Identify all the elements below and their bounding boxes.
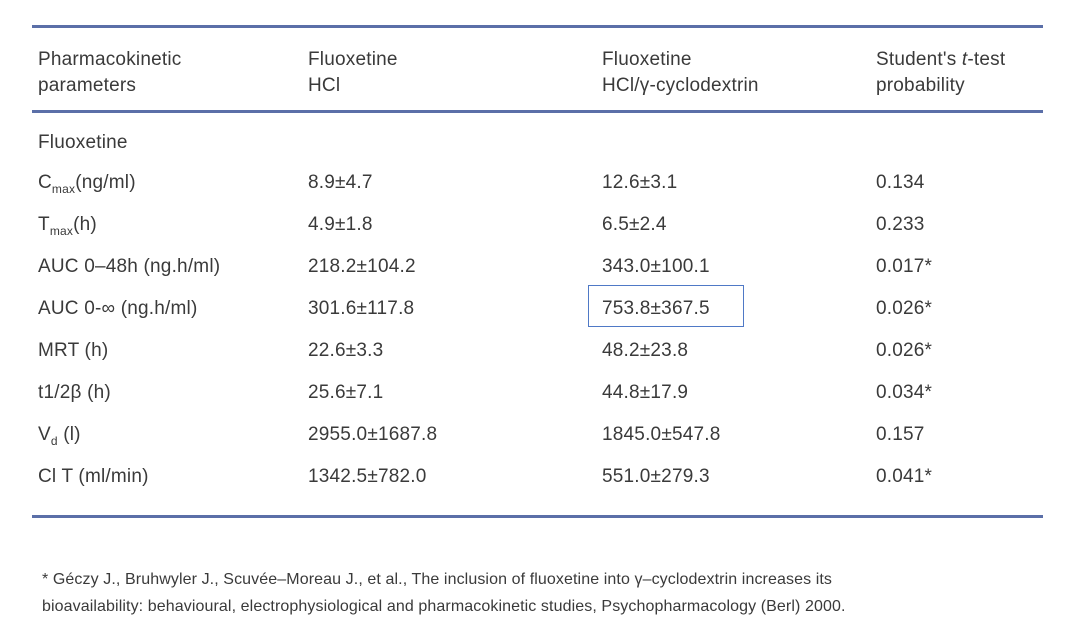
footnote-line1: * Géczy J., Bruhwyler J., Scuvée–Moreau J., et al., The inclusion of fluoxetine into γ–cyclodextrin increases its [42, 571, 833, 588]
header-parameters-line1: Pharmacokinetic [38, 49, 182, 70]
footnote-line2: bioavailability: behavioural, electrophysiological and pharmacokinetic studies, Psychopharmacology (Berl) 2000. [42, 598, 846, 615]
row-ttest-probability: 0.157 [876, 424, 925, 445]
table-header-rule [32, 110, 1043, 113]
header-fluoxetine-hcl-line2: HCl [308, 75, 341, 96]
footnote [42, 566, 1052, 620]
row-fluoxetine-cyclodextrin: 44.8±17.9 [602, 382, 689, 403]
row-parameter: t1/2β (h) [38, 382, 111, 403]
row-fluoxetine-hcl: 8.9±4.7 [308, 172, 373, 193]
row-fluoxetine-cyclodextrin: 6.5±2.4 [602, 214, 667, 235]
section-label: Fluoxetine [38, 132, 128, 153]
row-parameter: $C_{max}(ng/ml)$ [38, 172, 136, 196]
row-ttest-probability: 0.017* [876, 256, 933, 277]
header-ttest-line2: probability [876, 75, 965, 96]
row-fluoxetine-hcl: 301.6±117.8 [308, 298, 415, 319]
row-fluoxetine-hcl: 4.9±1.8 [308, 214, 373, 235]
row-ttest-probability: 0.026* [876, 298, 933, 319]
row-fluoxetine-cyclodextrin: 1845.0±547.8 [602, 424, 721, 445]
table-bottom-rule [32, 515, 1043, 518]
row-parameter: $V_d$ (l) [38, 424, 81, 448]
header-fluoxetine-cyclodextrin-line1: Fluoxetine [602, 49, 692, 70]
header-fluoxetine-cyclodextrin [602, 47, 759, 99]
row-ttest-probability: 0.034* [876, 382, 933, 403]
row-ttest-probability: 0.233 [876, 214, 925, 235]
row-fluoxetine-hcl: 2955.0±1687.8 [308, 424, 438, 445]
row-fluoxetine-hcl: 22.6±3.3 [308, 340, 384, 361]
row-fluoxetine-cyclodextrin: 12.6±3.1 [602, 172, 678, 193]
row-ttest-probability: 0.134 [876, 172, 925, 193]
highlight-box [588, 285, 744, 327]
row-ttest-probability: 0.026* [876, 340, 933, 361]
row-parameter: AUC 0–48h (ng.h/ml) [38, 256, 221, 277]
header-fluoxetine-cyclodextrin-line2: HCl/γ-cyclodextrin [602, 75, 759, 96]
header-ttest-line1: Student's t-test [876, 49, 1006, 70]
row-fluoxetine-cyclodextrin: 551.0±279.3 [602, 466, 710, 487]
header-parameters [38, 47, 181, 99]
row-parameter: AUC 0-∞ (ng.h/ml) [38, 298, 198, 319]
header-ttest [876, 47, 1005, 99]
row-fluoxetine-cyclodextrin: 343.0±100.1 [602, 256, 710, 277]
header-fluoxetine-hcl-line1: Fluoxetine [308, 49, 398, 70]
row-parameter: Cl T (ml/min) [38, 466, 149, 487]
row-fluoxetine-cyclodextrin: 753.8±367.5 [602, 298, 710, 319]
header-parameters-line2: parameters [38, 75, 137, 96]
row-ttest-probability: 0.041* [876, 466, 933, 487]
row-fluoxetine-hcl: 218.2±104.2 [308, 256, 416, 277]
row-fluoxetine-cyclodextrin: 48.2±23.8 [602, 340, 689, 361]
table-top-rule [32, 25, 1043, 28]
row-fluoxetine-hcl: 25.6±7.1 [308, 382, 384, 403]
row-parameter: MRT (h) [38, 340, 109, 361]
header-fluoxetine-hcl [308, 47, 398, 99]
row-parameter: $T_{max}(h)$ [38, 214, 97, 238]
row-fluoxetine-hcl: 1342.5±782.0 [308, 466, 427, 487]
